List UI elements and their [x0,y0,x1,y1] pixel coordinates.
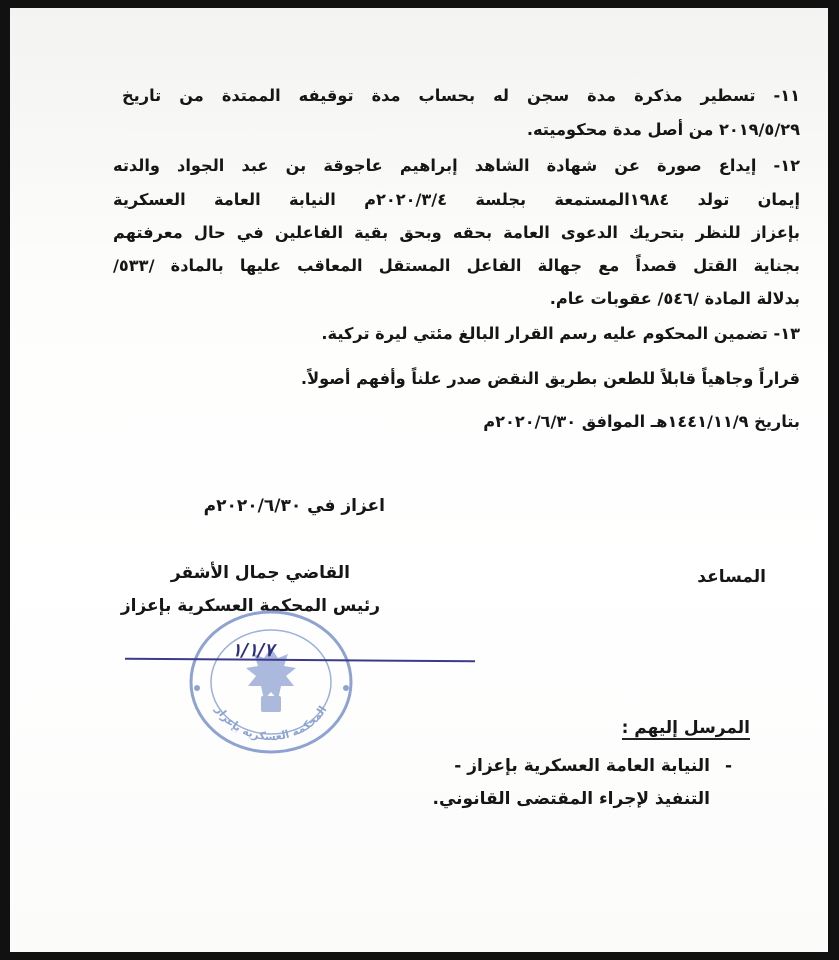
item-12-line-3: بإعزاز للنظر بتحريك الدعوى العامة بحقه وبحق بقية الفاعلين في حال معرفتهم [113,223,800,242]
paper-shade [10,8,828,952]
document-page [10,8,828,952]
recipients-title-text: المرسل إليهم : [621,718,750,738]
recipient-bullet: - [724,756,732,776]
item-12-line-4: بجناية القتل قصداً مع جهالة الفاعل المستقل المعاقب عليها بالمادة /٥٣٣/ [113,256,800,275]
recipients-title [610,718,750,738]
judge-title: رئيس المحكمة العسكرية بإعزاز [120,596,380,616]
stamp-text: المحكمة العسكرية بإعزاز [212,703,330,744]
item-12-line-2: إيمان تولد ١٩٨٤المستمعة بجلسة ٢٠٢٠/٣/٤م النيابة العامة العسكرية [113,190,800,209]
decision-date: بتاريخ ١٤٤١/١١/٩هـ الموافق ٢٠٢٠/٦/٣٠م [483,412,800,431]
court-stamp [188,608,354,756]
item-12-line-1: ١٢- إيداع صورة عن شهادة الشاهد إبراهيم عاجوقة بن عبد الجواد والدته [113,156,800,175]
item-12-line-5: بدلالة المادة /٥٤٦/ عقوبات عام. [549,289,800,308]
recipient-1: النيابة العامة العسكرية بإعزاز - [454,756,710,776]
item-11-line-1: ١١- تسطير مذكرة مدة سجن له بحساب مدة توقيفه الممتدة من تاريخ [122,86,800,105]
item-11-line-2: ٢٠١٩/٥/٢٩ من أصل مدة محكوميته. [526,120,800,139]
judge-name: القاضي جمال الأشقر [170,563,350,583]
assistant-label: المساعد [697,567,766,587]
place-date: اعزاز في ٢٠٢٠/٦/٣٠م [203,496,385,516]
item-13-line-1: ١٣- تضمين المحكوم عليه رسم القرار البالغ مئتي ليرة تركية. [321,324,800,343]
signature: ١/١/٧ [231,640,275,661]
recipient-2: التنفيذ لإجراء المقتضى القانوني. [432,789,710,809]
verdict-text: قراراً وجاهياً قابلاً للطعن بطريق النقض صدر علناً وأفهم أصولاً. [300,369,800,388]
